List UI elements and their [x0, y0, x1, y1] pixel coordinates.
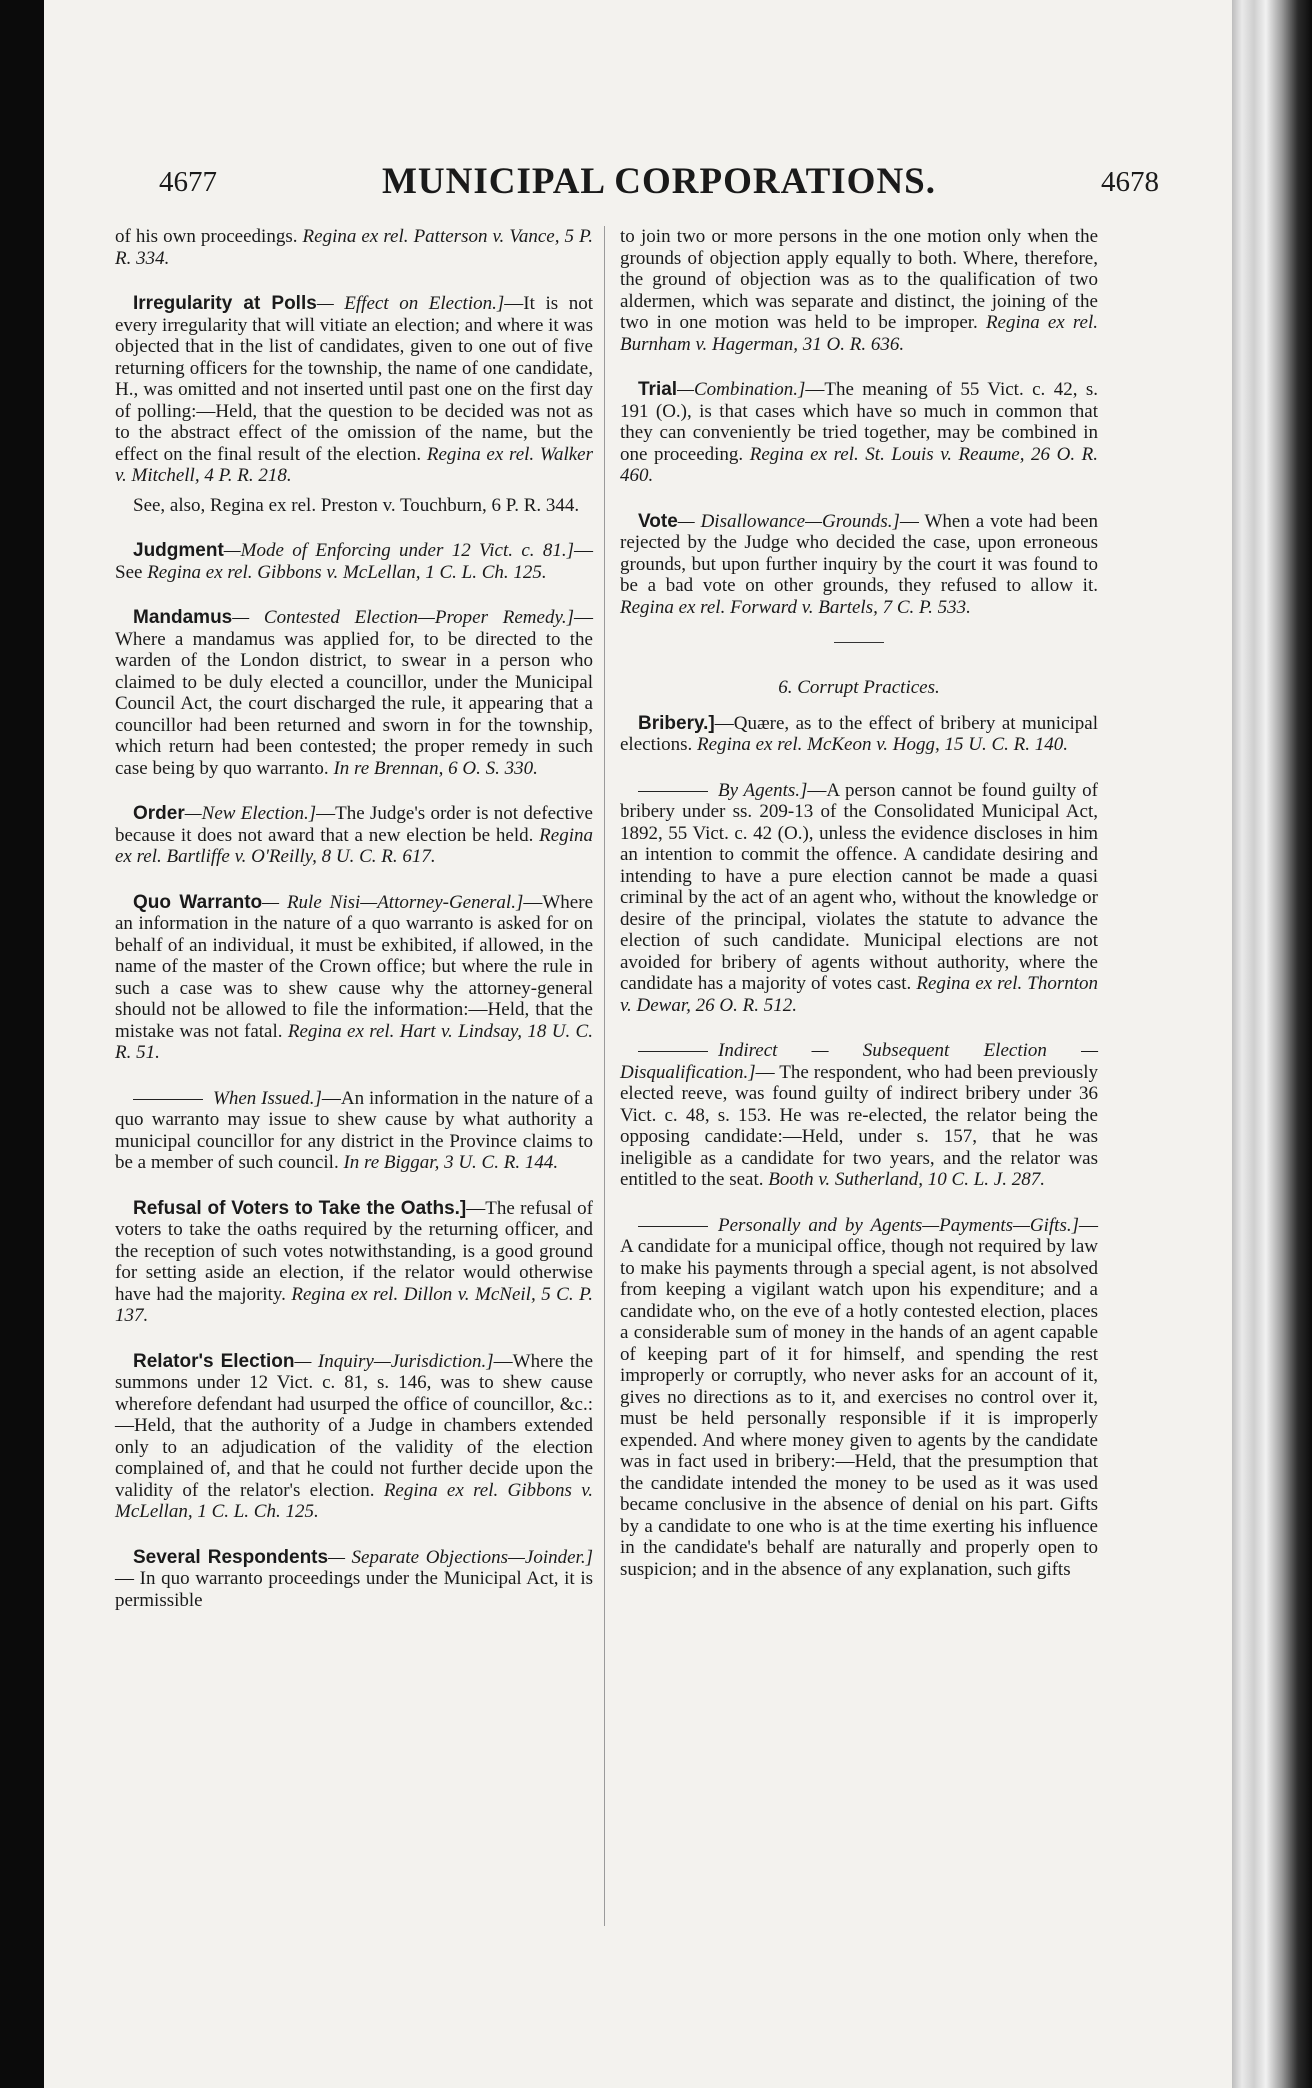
entry-text: — The respondent, who had been previously elected reeve, was found guilty of indirect bribery under 36 Vict. c. 48, s. 153. He was re-elected, the relator being the opposing candidate:—Held, under s. 157, that he was ineligible as a candidate for two years, and the relator was entitled to the seat.: [620, 1061, 1098, 1190]
case-citation: Regina ex rel. Forward v. Bartels, 7 C. P. 533.: [620, 596, 971, 618]
section-separator: [834, 642, 884, 643]
digest-entry: [115, 803, 593, 868]
running-header: [159, 160, 1159, 208]
entry-subheading: Indirect — Subsequent Election — Disqualification.]: [620, 1040, 1098, 1083]
section-heading: 6. Corrupt Practices.: [778, 677, 940, 698]
right-page-number: 4678: [1101, 166, 1159, 198]
entry-heading: Relator's Election: [133, 1350, 295, 1372]
entry-text: —It is not every irregularity that will vitiate an election; and where it was objected that in the list of candidates, given to one out of five returning officers for the township, the name of one candidate, H., was omitted and not inserted until past one on the first day of polling:—Held, that the question to be decided was not as to the abstract effect of the omission of the name, but the effect on the final result of the election.: [115, 293, 593, 465]
case-citation: In re Biggar, 3 U. C. R. 144.: [343, 1152, 559, 1173]
entry-subheading: Personally and by Agents—Payments—Gifts.]: [718, 1214, 1079, 1236]
digest-entry: [620, 511, 1098, 619]
digest-entry: [620, 1040, 1098, 1191]
digest-entry: [620, 1215, 1098, 1581]
digest-entry: [115, 495, 593, 517]
case-citation: Regina ex rel. Walker v. Mitchell, 4 P. R. 218.: [115, 443, 594, 486]
entry-heading: Trial: [638, 379, 678, 400]
case-citation: In re Brennan, 6 O. S. 330.: [333, 757, 538, 779]
case-citation: Regina ex rel. St. Louis v. Reaume, 26 O. R. 460.: [620, 443, 1099, 486]
case-citation: Regina ex rel. Patterson v. Vance, 5 P. R. 334.: [115, 226, 594, 269]
entry-subheading: — Inquiry—Jurisdiction.]: [294, 1350, 494, 1372]
case-citation: Booth v. Sutherland, 10 C. L. J. 287.: [768, 1169, 1045, 1190]
entry-heading: Mandamus: [133, 607, 233, 628]
ditto-dash: [638, 1051, 708, 1052]
entry-subheading: — Contested Election—Proper Remedy.]: [232, 607, 574, 628]
entry-heading: Order: [133, 803, 185, 824]
entry-text: — In quo warranto proceedings under the Municipal Act, it is permissible: [115, 1568, 593, 1611]
entry-heading: Quo Warranto: [133, 891, 263, 913]
entry-subheading: — Disallowance—Grounds.]: [677, 510, 900, 532]
entry-text: —Where a mandamus was applied for, to be directed to the warden of the London district, to swear in a person who claimed to be duly elected a councillor, under the Municipal Council Act, the court discharged the rule, it appearing that a councillor had been returned and sworn in for the township, which return had been contested; the proper remedy in such case being by quo warranto.: [115, 607, 593, 779]
ditto-dash: [638, 1226, 708, 1227]
case-citation: Regina ex rel. McKeon v. Hogg, 15 U. C. R. 140.: [697, 734, 1068, 755]
entry-subheading: —New Election.]: [184, 803, 317, 824]
case-citation: Regina ex rel. Burnham v. Hagerman, 31 O. R. 636.: [620, 312, 1099, 355]
case-citation: Regina ex rel. Gibbons v. McLellan, 1 C. L. Ch. 125.: [115, 1479, 593, 1522]
right-column: [620, 226, 1098, 1604]
entry-text: to join two or more persons in the one motion only when the grounds of objection apply equally to both. Where, therefore, the ground of objection was as to the qualification of two aldermen, which was separate and distinct, the joining of the two in one motion was held to be improper.: [620, 226, 1098, 333]
left-page-number: 4677: [159, 166, 217, 198]
digest-entry: [115, 892, 593, 1064]
digest-entry: [115, 1547, 593, 1612]
column-divider: [604, 226, 605, 1926]
entry-text: —See: [115, 540, 593, 583]
entry-subheading: — Effect on Election.]: [316, 293, 505, 314]
entry-subheading: By Agents.]: [718, 779, 808, 801]
entry-heading: Several Respondents: [133, 1546, 329, 1568]
digest-entry: [115, 293, 593, 487]
entry-text: — When a vote had been rejected by the Judge who decided the case, upon erroneous grounds, but upon further inquiry by the court it was found to be a bad vote on other grounds, they refused to allow it.: [620, 510, 1098, 596]
entry-subheading: —Combination.]: [677, 379, 806, 400]
digest-entry: [115, 1088, 593, 1174]
digest-entry: [115, 607, 593, 779]
case-citation: Regina ex rel. Thornton v. Dewar, 26 O. R. 512.: [620, 973, 1098, 1016]
digest-entry: [620, 226, 1098, 355]
digest-entry: [620, 713, 1098, 756]
entry-text: —The Judge's order is not defective because it does not award that a new election be held.: [115, 803, 593, 846]
page-title: MUNICIPAL CORPORATIONS.: [381, 161, 937, 202]
case-citation: Regina ex rel. Bartliffe v. O'Reilly, 8 U. C. R. 617.: [115, 824, 593, 867]
entry-text: See, also, Regina ex rel. Preston v. Touchburn, 6 P. R. 344.: [133, 494, 580, 516]
entry-text: —The refusal of voters to take the oaths required by the returning officer, and the reception of such votes notwithstanding, is a good ground for setting aside an election, if the relator would otherwise have had the majority.: [115, 1197, 593, 1305]
entry-heading: Refusal of Voters to Take the Oaths.]: [133, 1197, 467, 1219]
entry-heading: Irregularity at Polls: [133, 293, 317, 314]
ditto-dash: [133, 1099, 203, 1100]
entry-subheading: When Issued.]: [213, 1087, 322, 1109]
entry-heading: Vote: [638, 510, 678, 532]
entry-subheading: —Mode of Enforcing under 12 Vict. c. 81.]: [223, 540, 574, 561]
digest-entry: [115, 226, 593, 269]
entry-text: —An information in the nature of a quo warranto may issue to shew cause by what authority a municipal councillor for any district in the Province claims to be a member of such council.: [115, 1087, 593, 1173]
entry-heading: Bribery.]: [638, 712, 715, 734]
left-column: [115, 226, 593, 1635]
digest-entry: [620, 780, 1098, 1017]
entry-text: —Quære, as to the effect of bribery at municipal elections.: [620, 712, 1098, 755]
entry-text: —Where an information in the nature of a quo warranto is asked for on behalf of an individual, it must be exhibited, if allowed, in the name of the master of the Crown office; but where the rule in such a case was to shew cause why the attorney-general should not be allowed to file the information:—Held, that the mistake was not fatal.: [115, 891, 594, 1042]
entry-text: —A candidate for a municipal office, though not required by law to make his payments through a special agent, is not absolved from keeping a vigilant watch upon his expenditure; and a candidate who, on the eve of a hotly contested election, places a considerable sum of money in the hands of an agent capable of keeping part of it for himself, and spending the rest improperly or corruptly, who never asks for an account of it, gives no directions as to it, and exercises no control over it, must be held personally responsible if it is improperly expended. And where money given to agents by the candidate was in fact used in bribery:—Held, that the presumption that the candidate intended the money to be used as it was used became conclusive in the absence of denial on his part. Gifts by a candidate to one who is at the time exerting his influence in the candidate's behalf are naturally and properly open to suspicion; and in the absence of any explanation, such gifts: [620, 1214, 1098, 1580]
entry-subheading: — Separate Objections—Joinder.]: [328, 1546, 593, 1568]
case-citation: Regina ex rel. Gibbons v. McLellan, 1 C. L. Ch. 125.: [147, 561, 547, 583]
digest-entry: [115, 1351, 593, 1523]
entry-heading: Judgment: [133, 540, 224, 561]
entry-text: —A person cannot be found guilty of bribery under ss. 209-13 of the Consolidated Municipal Act, 1892, 55 Vict. c. 42 (O.), unless the evidence discloses in him an intention to commit the offence. A candidate desiring and intending to have a pure election cannot be made a quasi criminal by the act of an agent who, without the knowledge or desire of the principal, violates the statute to advance the election of such candidate. Municipal elections are not avoided for bribery of agents without authority, where the candidate has a majority of votes cast.: [620, 779, 1098, 994]
entry-text: —The meaning of 55 Vict. c. 42, s. 191 (O.), is that cases which have so much in common that they can conveniently be tried together, may be combined in one proceeding.: [620, 379, 1098, 465]
entry-subheading: — Rule Nisi—Attorney-General.]: [262, 891, 524, 913]
digest-entry: [115, 540, 593, 583]
case-citation: Regina ex rel. Dillon v. McNeil, 5 C. P. 137.: [115, 1283, 594, 1326]
book-spine-edge: [1232, 0, 1312, 2088]
digest-entry: [620, 379, 1098, 487]
entry-text: of his own proceedings.: [115, 226, 298, 247]
digest-entry: [115, 1198, 593, 1327]
entry-text: —Where the summons under 12 Vict. c. 81, s. 146, was to shew cause wherefore defendant had usurped the office of councillor, &c.:—Held, that the authority of a Judge in chambers extended only to an adjudication of the validity of the election complained of, and that he could not further decide upon the validity of the relator's election.: [115, 1350, 594, 1501]
ditto-dash: [638, 791, 708, 792]
case-citation: Regina ex rel. Hart v. Lindsay, 18 U. C. R. 51.: [115, 1020, 593, 1063]
